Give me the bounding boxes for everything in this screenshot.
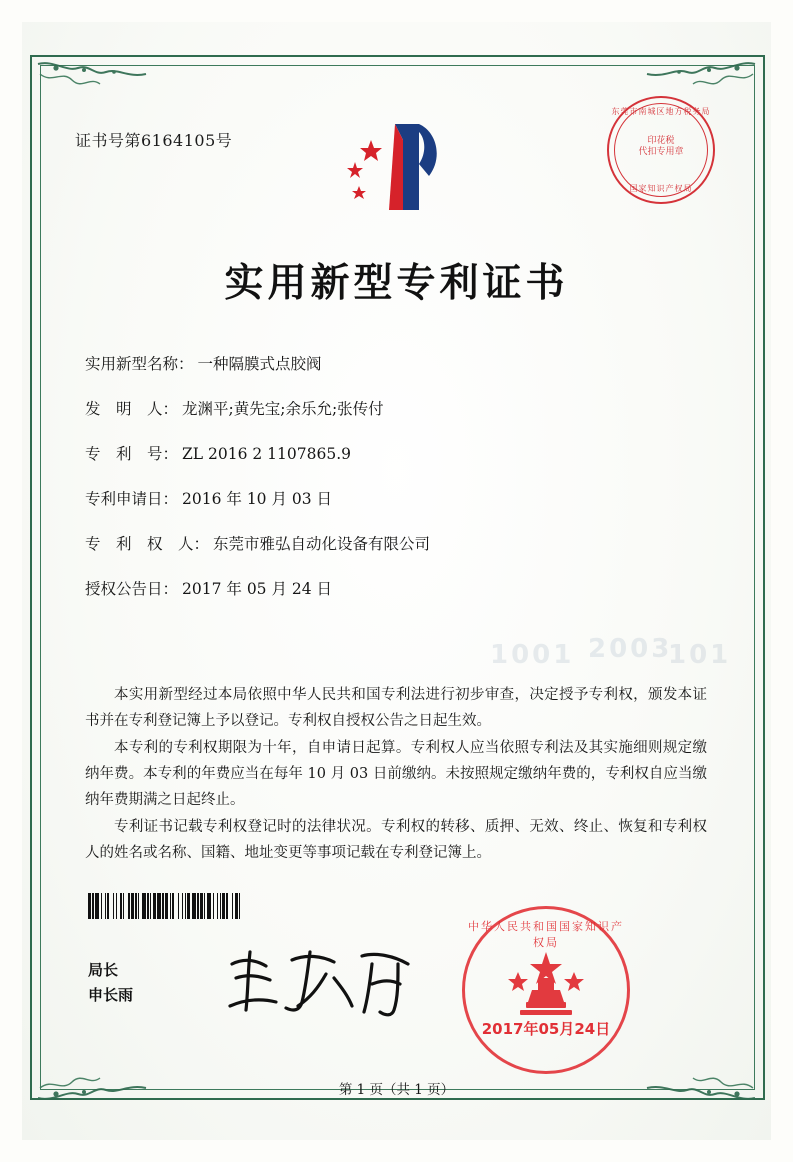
field-label: 授权公告日： [85,580,179,598]
cnipa-logo-icon [333,118,461,218]
field-label: 专 利 权 人： [85,535,210,553]
paragraph: 专利证书记载专利权登记时的法律状况。专利权的转移、质押、无效、终止、恢复和专利权人的姓名或名称、国籍、地址变更等事项记载在专利登记簿上。 [85,819,707,861]
national-seal [462,906,630,1074]
field-list [85,352,705,622]
watermark-number: 101 [668,640,732,670]
tax-seal-center-line2: 代扣专用章 [638,147,684,157]
legal-text-block [85,682,707,867]
field-value: 龙渊平;黄先宝;余乐允;张传付 [182,400,384,418]
barcode [88,893,328,919]
field-row [85,352,705,374]
field-row [85,577,705,599]
field-value: 一种隔膜式点胶阀 [197,355,322,373]
paragraph: 本专利的专利权期限为十年，自申请日起算。专利权人应当依照专利法及其实施细则规定缴纳年费。本专利的年费应当在每年 10 月 03 日前缴纳。未按照规定缴纳年费的，专利权自应当缴纳年费期满之日起终止。 [85,740,707,808]
field-label: 专利申请日： [85,490,179,508]
field-row [85,487,705,509]
field-label: 实用新型名称： [85,355,194,373]
field-label: 专 利 号： [85,445,179,463]
handwritten-signature [222,944,422,1020]
field-row [85,442,705,464]
watermark-number: 2003 [588,634,673,664]
page-title: 实用新型专利证书 [224,260,569,306]
tax-seal-arc-bottom: 国家知识产权局 [629,184,693,193]
director-block [88,958,133,1008]
field-row [85,397,705,419]
tax-seal-center [609,136,713,158]
field-value: ZL 2016 2 1107865.9 [182,445,351,463]
field-row [85,532,705,554]
national-seal-text: 中华人民共和国国家知识产权局 [468,920,624,949]
page-footer: 第 1 页（共 1 页） [338,1082,455,1098]
field-value: 东莞市雅弘自动化设备有限公司 [213,535,431,553]
director-title: 局长 [88,961,119,979]
field-label: 发 明 人： [85,400,179,418]
paragraph: 本实用新型经过本局依照中华人民共和国专利法进行初步审查，决定授予专利权，颁发本证书并在专利登记簿上予以登记。专利权自授权公告之日起生效。 [85,687,707,729]
certificate-number: 证书号第6164105号 [75,131,233,150]
barcode-bar [240,893,242,919]
field-value: 2017 年 05 月 24 日 [182,580,333,598]
field-value: 2016 年 10 月 03 日 [182,490,333,508]
director-name: 申长雨 [88,986,134,1004]
national-seal-date: 2017年05月24日 [481,1020,611,1038]
tax-seal-center-line1: 印花税 [647,136,675,146]
tax-stamp-seal [607,96,715,204]
corner-ornament-icon [36,58,148,104]
watermark-number: 1001 [490,640,575,670]
tax-seal-arc-top: 东莞市南城区地方税务局 [611,107,711,116]
